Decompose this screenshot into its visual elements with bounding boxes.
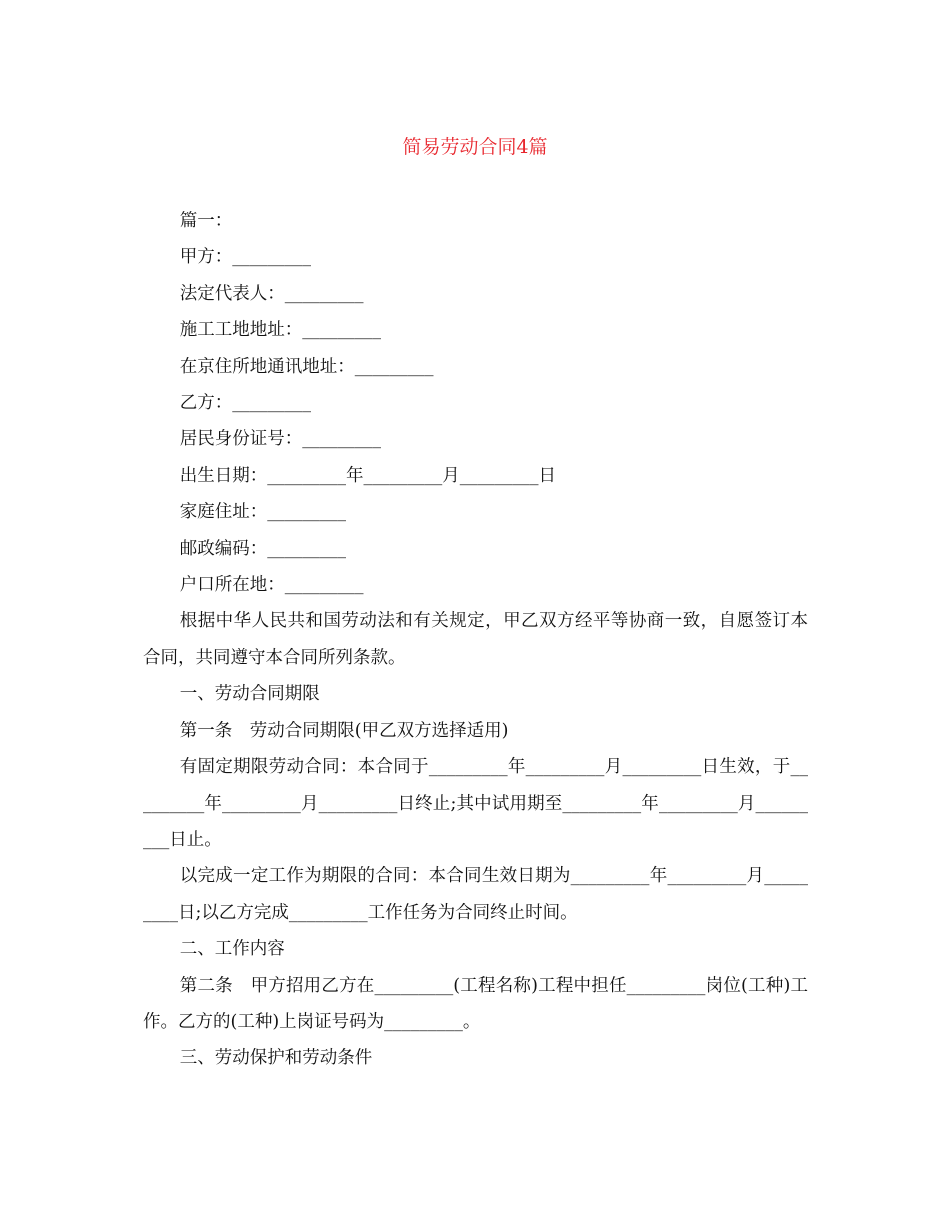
document-title: 简易劳动合同4篇 [402, 136, 548, 158]
party-a-field: 甲方：_________ [179, 247, 311, 268]
section-heading: 篇一： [179, 211, 233, 231]
article-heading: 第一条 劳动合同期限(甲乙双方选择适用) [179, 720, 509, 741]
household-registration-field: 户口所在地：_________ [179, 575, 364, 596]
construction-site-address-field: 施工工地地址：_________ [179, 320, 381, 341]
preamble-paragraph: 根据中华人民共和国劳动法和有关规定，甲乙双方经平等协商一致，自愿签订本合同，共同遵守本合同所列条款。 [143, 611, 808, 668]
party-b-field: 乙方：_________ [179, 393, 311, 414]
birth-date-field: 出生日期：_________年_________月_________日 [179, 465, 556, 486]
task-term-paragraph: 以完成一定工作为期限的合同：本合同生效日期为_________年_________月_________日;以乙方完成_________工作任务为合同终止时间。 [143, 866, 808, 923]
fixed-term-paragraph: 有固定期限劳动合同：本合同于_________年_________月_________日生效，于_________年_________月_________日终止;其中试用期至_________年_________月_________日止。 [143, 757, 808, 850]
document-body [143, 203, 808, 1077]
chapter-heading: 三、劳动保护和劳动条件 [179, 1048, 373, 1069]
beijing-address-field: 在京住所地通讯地址：_________ [179, 356, 434, 377]
chapter-heading: 二、工作内容 [179, 939, 285, 960]
chapter-heading: 一、劳动合同期限 [179, 684, 320, 705]
home-address-field: 家庭住址：_________ [179, 502, 346, 523]
legal-representative-field: 法定代表人：_________ [179, 283, 364, 304]
postal-code-field: 邮政编码：_________ [179, 538, 346, 559]
work-content-paragraph: 第二条 甲方招用乙方在_________(工程名称)工程中担任_________岗位(工种)工作。乙方的(工种)上岗证号码为_________。 [143, 975, 808, 1032]
id-number-field: 居民身份证号：_________ [179, 429, 381, 450]
